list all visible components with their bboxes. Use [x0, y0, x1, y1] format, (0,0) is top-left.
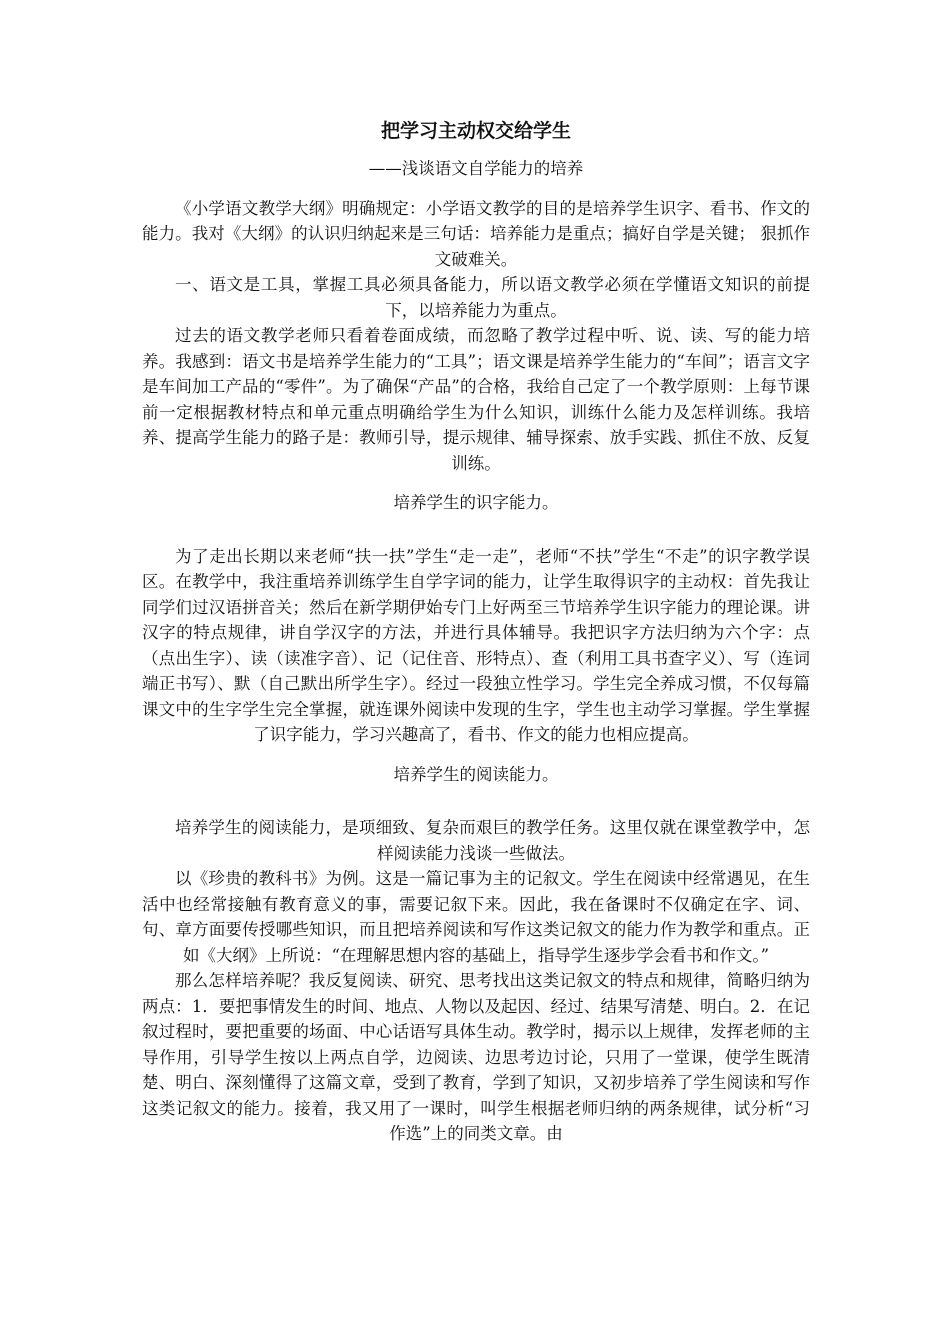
reading-intro-paragraph: 培养学生的阅读能力，是项细致、复杂而艰巨的教学任务。这里仅就在课堂教学中，怎样阅读能力浅谈一些做法。 — [175, 818, 810, 863]
spacer — [142, 532, 810, 544]
past-teaching-paragraph: 过去的语文教学老师只看着卷面成绩，而忽略了教学过程中听、说、读、写的能力培养。我感到：语文书是培养学生能力的“工具”；语文课是培养学生能力的“车间”；语言文字是车间加工产品的“零件”。为了确保“产品”的合格，我给自己定了一个教学原则：上每节课前一定根据教材特点和单元重点明确给学生为什么知识，训练什么能力及怎样训练。我培养、提高学生能力的路子是：教师引导，提示规律、辅导探索、放手实践、抓住不放、反复训练。 — [142, 326, 810, 473]
intro-paragraph: 《小学语文教学大纲》明确规定：小学语文教学的目的是培养学生识字、看书、作文的能力。我对《大纲》的认识归纳起来是三句话：培养能力是重点；搞好自学是关键； 狠抓作文破难关。 — [142, 198, 810, 269]
section-one-paragraph: 一、语文是工具，掌握工具必须具备能力，所以语文教学必须在学懂语文知识的前提下，以培养能力为重点。 — [175, 275, 810, 320]
textbook-example-paragraph: 以《珍贵的教科书》为例。这是一篇记事为主的记叙文。学生在阅读中经常遇见，在生活中也经常接触有教育意义的事，需要记叙下来。因此，我在备课时不仅确定在字、词、句、章方面要传授哪些知识，而且把培养阅读和写作这类记叙文的能力作为教学和重点。正如《大纲》上所说：“在理解思想内容的基础上，指导学生逐步学会看书和作文。” — [142, 869, 810, 965]
heading-literacy: 培养学生的识字能力。 — [393, 493, 559, 512]
spacer — [142, 803, 810, 815]
document-title: 把学习主动权交给学生 — [380, 120, 571, 142]
document-page — [142, 118, 810, 1147]
heading-reading: 培养学生的阅读能力。 — [393, 764, 559, 784]
literacy-paragraph: 为了走出长期以来老师“扶一扶”学生“走一走”，老师“不扶”学生“不走”的识字教学误区。在教学中，我注重培养训练学生自学字词的能力，让学生取得识字的主动权：首先我让同学们过汉语拼音关；然后在新学期伊始专门上好两至三节培养学生识字能力的理论课。讲汉字的特点规律，讲自学汉字的方法，并进行具体辅导。我把识字方法归纳为六个字：点（点出生字）、读（读准字音）、记（记住音、形特点）、查（利用工具书查字义）、写（连词端正书写）、默（自己默出所学生字）。经过一段独立性学习。学生完全养成习惯，不仅每篇课文中的生字学生完全掌握，就连课外阅读中发现的生字，学生也主动学习掌握。学生掌握了识字能力，学习兴趣高了，看书、作文的能力也相应提高。 — [142, 546, 810, 744]
document-subtitle: ——浅谈语文自学能力的培养 — [368, 159, 584, 178]
method-paragraph: 那么怎样培养呢？我反复阅读、研究、思考找出这类记叙文的特点和规律，简略归纳为两点：1．要把事情发生的时间、地点、人物以及起因、经过、结果写清楚、明白。2．在记叙过程时，要把重要的场面、中心话语写具体生动。教学时，揭示以上规律，发挥老师的主导作用，引导学生按以上两点自学，边阅读、边思考边讨论，只用了一堂课，使学生既清楚、明白、深刻懂得了这篇文章，受到了教育，学到了知识，又初步培养了学生阅读和写作这类记叙文的能力。接着，我又用了一课时，叫学生根据老师归纳的两条规律，试分析“习作选”上的同类文章。由 — [142, 971, 810, 1143]
